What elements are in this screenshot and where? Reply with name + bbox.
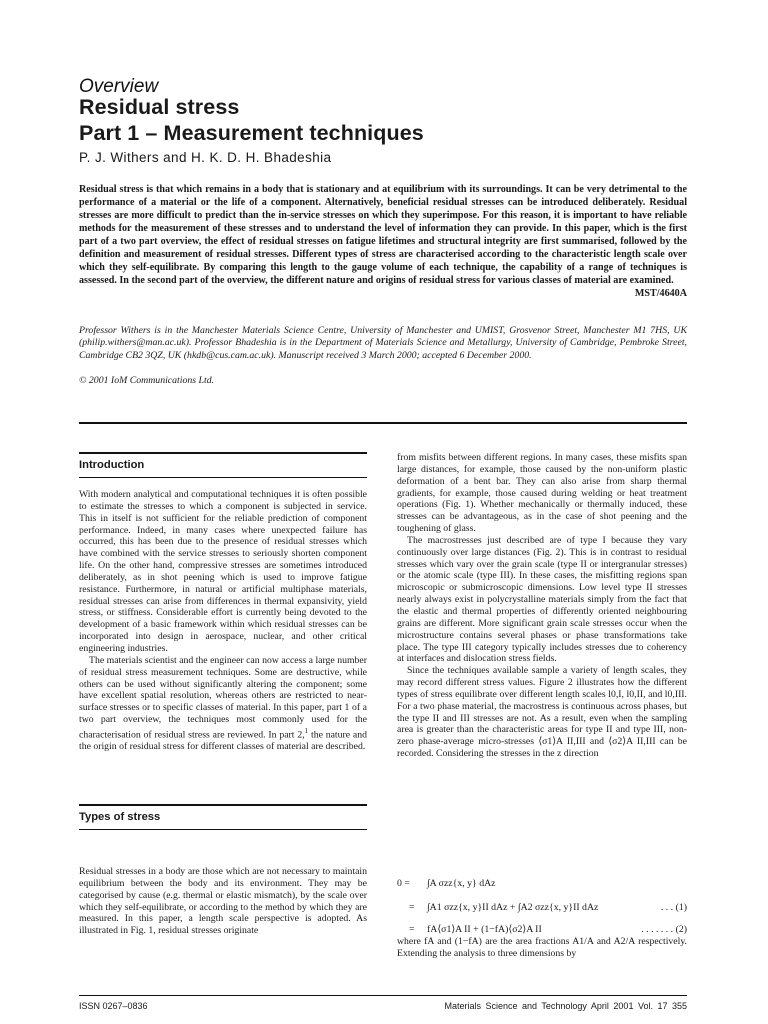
right-column-continuation — [397, 936, 687, 960]
equation-0-lhs: 0 = — [397, 878, 410, 889]
equation-1-rhs: ∫A1 σzz{x, y}II dAz + ∫A2 σzz{x, y}II dAz — [427, 902, 599, 913]
footer-journal-info: Materials Science and Technology April 2001 Vol. 17 355 — [444, 1001, 687, 1011]
equation-2-lhs: = — [409, 924, 415, 935]
copyright: © 2001 IoM Communications Ltd. — [79, 375, 215, 386]
authors: P. J. Withers and H. K. D. H. Bhadeshia — [79, 150, 332, 165]
equation-1-lhs: = — [409, 902, 415, 913]
footer-issn: ISSN 0267–0836 — [79, 1001, 148, 1011]
title-line-2: Part 1 – Measurement techniques — [79, 121, 424, 145]
right-paragraph-1: from misfits between different regions. In many cases, these misfits span large distances, for example, those caused by the non-uniform plastic deformation of a bent bar. They can also arise from sharp thermal gradients, for example, those caused during welding or heat treatment operations (Fig. 1). Whether mechanically or thermally induced, these stresses can be advantageous, as in the case of shot peening and the toughening of glass. — [397, 452, 687, 535]
intro-paragraph-2 — [79, 655, 367, 753]
equation-0-rhs: ∫A σzz{x, y} dAz — [427, 878, 496, 889]
footer-divider — [79, 995, 687, 996]
intro-p2-text-a: The materials scientist and the engineer can now access a large number of residual stress measurement techniques. Some are destructive, while others can be used without significantly altering the component; some have excellent spatial resolution, whereas others are restricted to near-surface stresses or to specific classes of material. In this paper, part 1 of a two part overview, the techniques most commonly used for the characterisation of residual stress are reviewed. In part 2, — [79, 654, 367, 741]
right-paragraph-4: where fA and (1−fA) are the area fractions A1/A and A2/A respectively. Extending the analysis to three dimensions by — [397, 936, 687, 959]
overview-kicker: Overview — [79, 76, 159, 97]
abstract-text: Residual stress is that which remains in a body that is stationary and at equilibrium with its surroundings. It can be very detrimental to the performance of a material or the life of a component. Alternatively, beneficial residual stresses can be introduced deliberately. Residual stresses are more difficult to predict than the in-service stresses on which they superimpose. For this reason, it is important to have reliable methods for the measurement of these stresses and to understand the level of information they can provide. In this paper, which is the first part of a two part overview, the effect of residual stresses on fatigue lifetimes and structural integrity are first summarised, followed by the definition and measurement of residual stresses. Different types of stress are characterised according to the characteristic length scale over which they self-equilibrate. By comparing this length to the gauge volume of each technique, the capability of a range of techniques is assessed. In the second part of the overview, the different nature and origins of residual stress for various classes of material are examined. — [79, 184, 687, 287]
equation-1 — [397, 902, 687, 924]
intro-paragraph-1: With modern analytical and computational techniques it is often possible to estimate the stresses to which a component is subjected in service. This in itself is not sufficient for the reliable prediction of component performance. Indeed, in many cases where unexpected failure has occurred, this has been due to the presence of residual stresses which have combined with the service stresses to seriously shorten component life. On the other hand, compressive stresses are sometimes introduced deliberately, as in shot peening which is used to improve fatigue resistance. Furthermore, in natural or artificial multiphase materials, residual stresses can arise from differences in thermal expansivity, yield stress, or stiffness. Considerable effort is currently being devoted to the development of a basic framework within which residual stresses can be incorporated into design in aerospace, nuclear, and other critical engineering industries. — [79, 489, 367, 654]
top-divider — [79, 422, 687, 424]
equation-2-rhs: fA⟨σ1⟩A II + (1−fA)⟨σ2⟩A II — [427, 924, 542, 935]
equation-0 — [397, 878, 687, 900]
manuscript-code: MST/4640A — [634, 288, 687, 300]
types-paragraph-1: Residual stresses in a body are those which are not necessary to maintain equilibrium between the body and its environment. They may be categorised by cause (e.g. thermal or elastic mismatch), by the scale over which they self-equilibrate, or according to the method by which they are measured. In this paper, a length scale perspective is adopted. As illustrated in Fig. 1, residual stresses originate — [79, 866, 367, 937]
intro-p2-text-b: the nature and the origin of residual stress for different classes of material are described. — [79, 729, 367, 752]
reference-superscript[interactable]: 1 — [304, 726, 309, 735]
types-bottom-rule — [79, 829, 367, 830]
intro-top-rule — [79, 452, 367, 454]
abstract — [79, 183, 687, 300]
right-paragraph-3: Since the techniques available sample a variety of length scales, they may record different stress values. Figure 2 illustrates how the different types of stress equilibrate over different length scales l0,I, l0,II, and l0,III. For a two phase material, the macrostress is continuous across phases, but the type II and III stresses are not. As a result, even when the sampling area is greater than the characteristic areas for type II and type III, non-zero phase-average micro-stresses ⟨σ1⟩A II,III and ⟨σ2⟩A II,III can be recorded. Considering the stresses in the z direction — [397, 665, 687, 760]
introduction-body — [79, 489, 367, 753]
equation-2-number: . . . . . . . (2) — [641, 924, 687, 935]
title-line-1: Residual stress — [79, 95, 240, 119]
types-of-stress-body — [79, 866, 367, 937]
right-paragraph-2: The macrostresses just described are of type I because they vary continuously over large distances (Fig. 2). This is in contrast to residual stresses which vary over the grain scale (type II or intergranular stresses) or the atomic scale (type III). In these cases, the misfitting regions span microscopic or submicroscopic dimensions. Low level type II stresses nearly always exist in polycrystalline materials simply from the fact that the elastic and thermal properties of differently oriented neighbouring grains are different. More significant grain scale stresses occur when the microstructure contains several phases or phase transformations take place. The type III category typically includes stresses due to coherency at interfaces and dislocation stress fields. — [397, 534, 687, 665]
equation-1-number: . . . (1) — [660, 902, 687, 913]
author-affiliation: Professor Withers is in the Manchester Materials Science Centre, University of Manchester and UMIST, Grosvenor Street, Manchester M1 7HS, UK (philip.withers@man.ac.uk). Professor Bhadeshia is in the Department of Materials Science and Metallurgy, University of Cambridge, Pembroke Street, Cambridge CB2 3QZ, UK (hkdb@cus.cam.ac.uk). Manuscript received 3 March 2000; accepted 6 December 2000. — [79, 325, 687, 361]
section-heading-introduction: Introduction — [79, 459, 145, 471]
section-heading-types-of-stress: Types of stress — [79, 811, 161, 823]
right-column-body — [397, 452, 687, 760]
types-top-rule — [79, 804, 367, 806]
intro-bottom-rule — [79, 477, 367, 478]
